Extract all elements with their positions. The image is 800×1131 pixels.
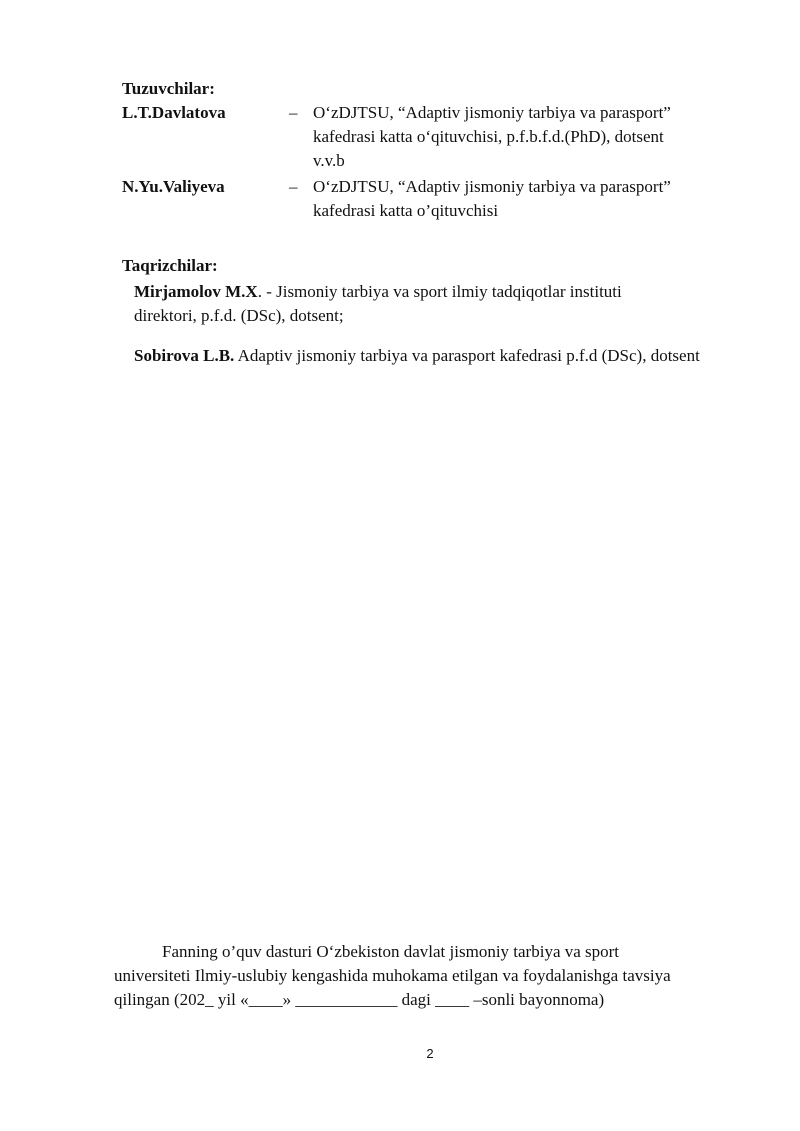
reviewer-entry [134, 280, 694, 328]
reviewer-name: Mirjamolov M.X [134, 282, 258, 301]
approval-line: universiteti Ilmiy-uslubiy kengashida muhokama etilgan va foydalanishga tavsiya [114, 966, 671, 985]
approval-line: qilingan (202_ yil «____» ____________ dagi ____ –sonli bayonnoma) [114, 990, 605, 1009]
approval-line: Fanning o’quv dasturi O‘zbekiston davlat jismoniy tarbiya va sport [162, 942, 620, 961]
compiler-description-line: O‘zDJTSU, “Adaptiv jismoniy tarbiya va parasport” [313, 177, 671, 196]
compiler-description-line: kafedrasi katta o’qituvchisi [313, 201, 499, 220]
compiler-name: L.T.Davlatova [122, 103, 226, 122]
reviewer-name: Sobirova L.B. [134, 346, 235, 365]
compiler-name: N.Yu.Valiyeva [122, 177, 225, 196]
reviewer-entry [134, 343, 743, 368]
compiler-description-line: kafedrasi katta o‘qituvchisi, p.f.b.f.d.(PhD), dotsent [313, 127, 664, 146]
reviewers-heading: Taqrizchilar: [122, 256, 218, 275]
compiler-dash: – [289, 177, 298, 196]
page-number: 2 [426, 1046, 434, 1061]
compiler-description-line: v.v.b [313, 151, 345, 170]
reviewer-description: Adaptiv jismoniy tarbiya va parasport kafedrasi p.f.d (DSc), dotsent [237, 346, 700, 365]
compiler-dash: – [289, 103, 298, 122]
compiler-description [313, 101, 753, 173]
reviewer-description: . - Jismoniy tarbiya va sport ilmiy tadqiqotlar instituti [257, 282, 622, 301]
compiler-description-line: O‘zDJTSU, “Adaptiv jismoniy tarbiya va parasport” [313, 103, 671, 122]
reviewer-description: direktori, p.f.d. (DSc), dotsent; [134, 306, 344, 325]
approval-note [114, 940, 734, 1012]
compiler-description [313, 175, 753, 223]
compilers-heading: Tuzuvchilar: [122, 79, 215, 98]
